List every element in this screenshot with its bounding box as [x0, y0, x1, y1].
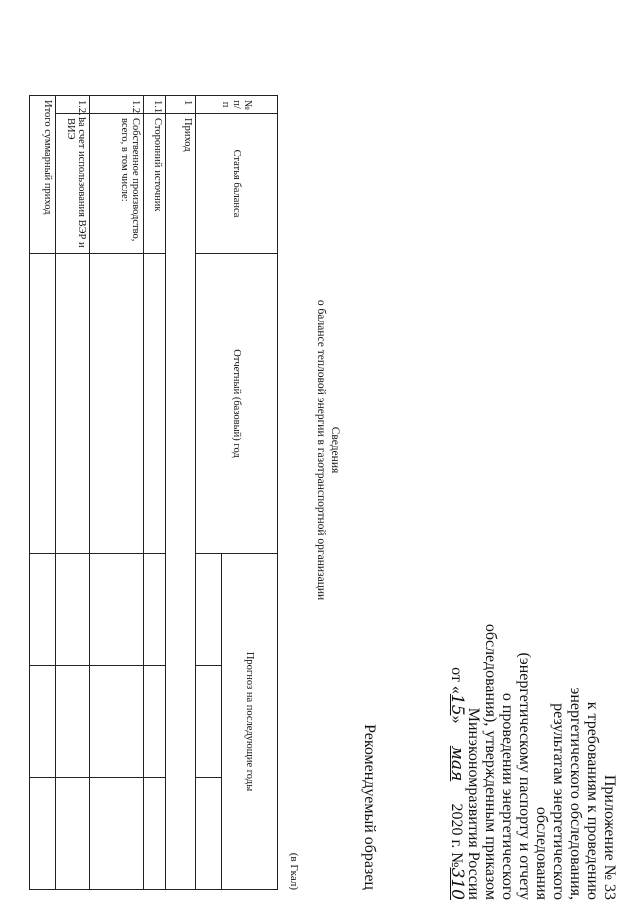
balance-table — [29, 95, 278, 890]
value-cell[interactable] — [144, 666, 166, 778]
annex-line: о проведении энергетического — [499, 692, 516, 900]
value-cell[interactable] — [90, 254, 144, 554]
date-mid: » — [448, 715, 465, 724]
annex-line: Приложение № 33 — [601, 774, 618, 900]
date-prefix: от « — [448, 667, 465, 694]
table-header-row — [222, 96, 278, 890]
header-forecast: Прогноз на последующие годы — [222, 554, 278, 890]
value-cell[interactable] — [144, 254, 166, 554]
row-item: Собственное производство, всего, в том числе: — [90, 114, 144, 254]
units-label: (в Гкал) — [288, 852, 300, 890]
table-row — [90, 96, 144, 890]
row-item: Сторонний источник — [144, 114, 166, 254]
annex-line: энергетического обследования, — [567, 687, 584, 900]
table-row — [56, 96, 90, 890]
title-line-1: Сведения — [329, 426, 341, 474]
forecast-year-cell[interactable] — [196, 554, 222, 666]
annex-line: (энергетическому паспорту и отчету — [516, 652, 533, 900]
value-cell[interactable] — [90, 554, 144, 666]
row-num: 1.2.1 — [56, 96, 90, 114]
order-month: мая — [447, 745, 467, 782]
forecast-year-cell[interactable] — [196, 666, 222, 778]
document-title — [314, 100, 342, 800]
annex-line: Минэкономразвития России — [465, 707, 482, 900]
annex-line: обследования), утвержденным приказом — [482, 623, 499, 900]
order-day: 15 — [447, 693, 467, 716]
value-cell[interactable] — [30, 254, 56, 554]
value-cell[interactable] — [90, 778, 144, 890]
value-cell[interactable] — [30, 778, 56, 890]
order-date — [448, 560, 465, 900]
header-item: Статья баланса — [196, 114, 278, 254]
table-row — [30, 96, 56, 890]
value-cell[interactable] — [144, 778, 166, 890]
row-item: за счет использования ВЭР и ВИЭ — [56, 114, 90, 254]
row-num: 1.2 — [90, 96, 144, 114]
value-cell[interactable] — [90, 666, 144, 778]
annex-block — [448, 560, 618, 900]
annex-line: к требованиям к проведению — [584, 701, 601, 900]
value-cell[interactable] — [144, 554, 166, 666]
title-line-2: о балансе тепловой энергии в газотранспортной организации — [315, 299, 327, 601]
row-item: Итого суммарный приход — [30, 96, 56, 254]
value-cell[interactable] — [56, 778, 90, 890]
value-cell[interactable] — [56, 254, 90, 554]
value-cell[interactable] — [30, 666, 56, 778]
annex-line: результатам энергетического — [550, 703, 567, 900]
header-base-year: Отчетный (базовый) год — [196, 254, 278, 554]
order-year: 2020 г. № — [448, 803, 465, 868]
row-num: 1.1 — [144, 96, 166, 114]
table-row — [144, 96, 166, 890]
header-num: № п/п — [196, 96, 278, 114]
value-cell[interactable] — [30, 554, 56, 666]
order-number: 310 — [447, 867, 467, 900]
row-num: 1 — [166, 96, 196, 114]
annex-line: обследования — [533, 806, 550, 900]
row-item: Приход — [166, 114, 196, 890]
table-row — [166, 96, 196, 890]
sample-label: Рекомендуемый образец — [361, 724, 378, 890]
forecast-year-cell[interactable] — [196, 778, 222, 890]
value-cell[interactable] — [56, 666, 90, 778]
value-cell[interactable] — [56, 554, 90, 666]
